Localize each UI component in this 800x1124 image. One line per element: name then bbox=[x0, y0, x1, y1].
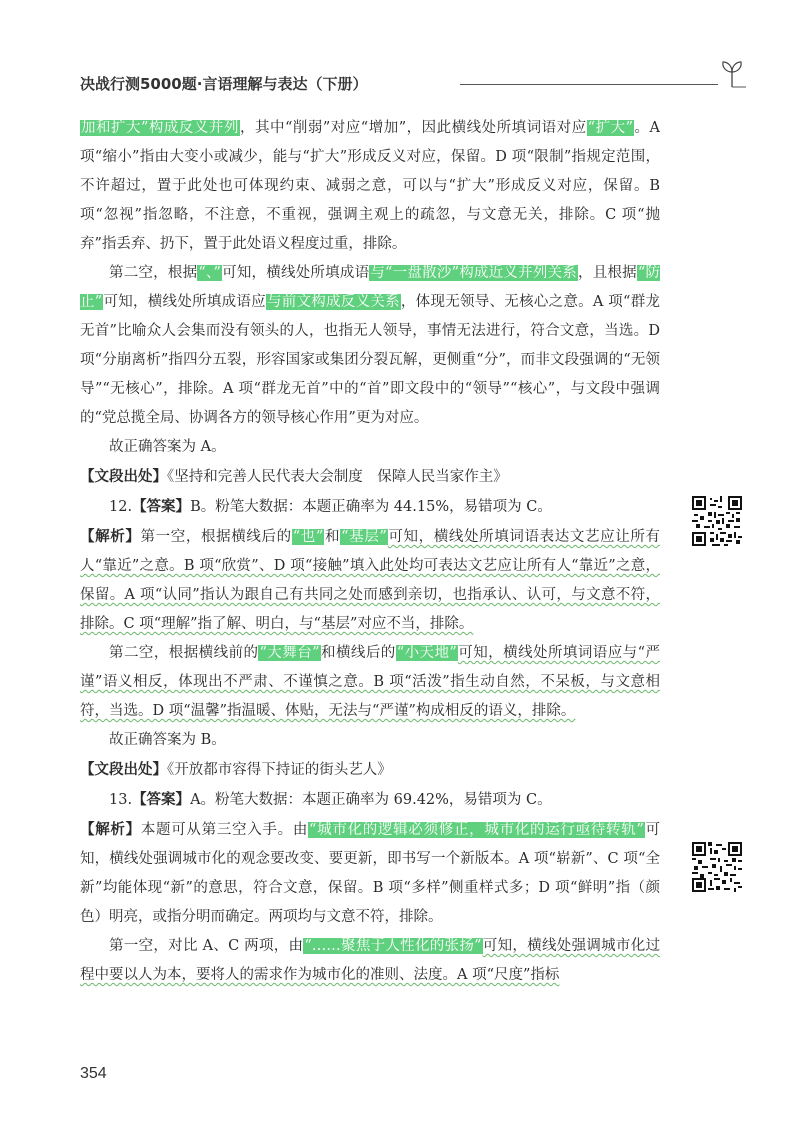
highlight: 与前文构成反义关系 bbox=[266, 294, 400, 310]
q13-analysis-2: 第一空，对比 A、C 两项，由“……聚焦于人性化的张扬”可知，横线处强调城市化过程中要以人为本，要将人的需求作为城市化的准则、法度。A 项“尺度”指标 bbox=[80, 938, 661, 983]
header-title: 决战行测5000题·言语理解与表达（下册） bbox=[80, 75, 368, 93]
page-number: 354 bbox=[80, 1065, 107, 1082]
q13-answer: 13.【答案】A。粉笔大数据：本题正确率为 69.42%，易错项为 C。 bbox=[109, 791, 552, 808]
q13-analysis: 【解析】本题可从第三空入手。由“城市化的逻辑必须修正，城市化的运行亟待转轨”可知，横线处强调城市化的观念要改变、要更新，即书写一个新版本。A 项“崭新”、C 项“全新”均能体现“新”的意思，符合文意，保留。B 项“多样”侧重样式多；D 项“鲜明”指（颜色）明亮，或指分明而确定。两项均与文意不符，排除。 bbox=[80, 821, 661, 925]
sprout-icon bbox=[716, 57, 748, 89]
q12-analysis: 【解析】第一空，根据横线后的“也”和“基层”可知，横线处所填词语表达文艺应让所有人“靠近”之意。B 项“欣赏”、D 项“接触”填入此处均可表达文艺应让所有人“靠近”之意，保留。A 项“认同”指认为跟自己有共同之处而感到亲切，也指承认、认可，与文意不符，排除。C 项“理解”指了解、明白，与“基层”对应不当，排除。 bbox=[80, 528, 661, 632]
page-header bbox=[80, 73, 740, 97]
paragraph-1: 加和扩大”构成反义并列，其中“削弱”对应“增加”，因此横线处所填词语对应“扩大”。A 项“缩小”指由大变小或减少，能与“扩大”形成反义对应，保留。D 项“限制”指规定范围，不许超过，置于此处也可体现约束、减弱之意，可以与“扩大”形成反义对应，保留。B 项“忽视”指忽略，不注意，不重视，强调主观上的疏忽，与文意无关，排除。C 项“抛弃”指丢弃、扔下，置于此处语义程度过重，排除。 bbox=[80, 120, 660, 252]
highlight: “大舞台” bbox=[259, 645, 320, 661]
highlight: “也” bbox=[292, 529, 324, 545]
q12-source: 【文段出处】《开放都市容得下持证的街头艺人》 bbox=[80, 761, 392, 778]
highlight: “……聚焦于人性化的张扬” bbox=[304, 938, 482, 954]
q12-analysis-2: 第二空，根据横线前的“大舞台”和横线后的“小天地”可知，横线处所填词语应与“严谨”语义相反，体现出不严肃、不谨慎之意。B 项“活泼”指生动自然，不呆板，与文意相符，当选。D 项“温馨”指温暖、体贴，无法与“严谨”构成相反的语义，排除。 bbox=[80, 645, 660, 719]
highlight: “基层” bbox=[341, 529, 387, 545]
source-line: 【文段出处】《坚持和完善人民代表大会制度 保障人民当家作主》 bbox=[80, 468, 508, 485]
highlight: “扩大” bbox=[587, 120, 634, 136]
qr-code-icon[interactable] bbox=[692, 496, 742, 546]
highlight: “城市化的逻辑必须修正，城市化的运行亟待转轨” bbox=[309, 822, 644, 838]
highlight: 加和扩大”构成反义并列 bbox=[81, 120, 239, 136]
q12-answer: 12.【答案】B。粉笔大数据：本题正确率为 44.15%，易错项为 C。 bbox=[109, 498, 552, 515]
highlight: “防止” bbox=[80, 265, 661, 310]
highlight: 与“一盘散沙”构成近义并列关系 bbox=[370, 265, 577, 281]
paragraph-2: 第二空，根据“、”可知，横线处所填成语与“一盘散沙”构成近义并列关系，且根据“防止”可知，横线处所填成语应与前文构成反义关系，体现无领导、无核心之意。A 项“群龙无首”比喻众人会集而没有领头的人，也指无人领导，事情无法进行，符合文意，当选。D 项“分崩离析”指四分五裂，形容国家或集团分裂瓦解，更侧重“分”，而非文段强调的“无领导”“无核心”，排除。A 项“群龙无首”中的“首”即文段中的“领导”“核心”，与文段中强调的“党总揽全局、协调各方的领导核心作用”更为对应。 bbox=[80, 265, 661, 426]
highlight: “、” bbox=[198, 265, 221, 281]
highlight: “小天地” bbox=[396, 645, 457, 661]
header-rule bbox=[460, 84, 718, 85]
answer-line: 故正确答案为 A。 bbox=[109, 439, 226, 455]
q12-final: 故正确答案为 B。 bbox=[109, 732, 226, 748]
qr-code-icon[interactable] bbox=[692, 842, 742, 892]
page-body bbox=[80, 114, 660, 990]
